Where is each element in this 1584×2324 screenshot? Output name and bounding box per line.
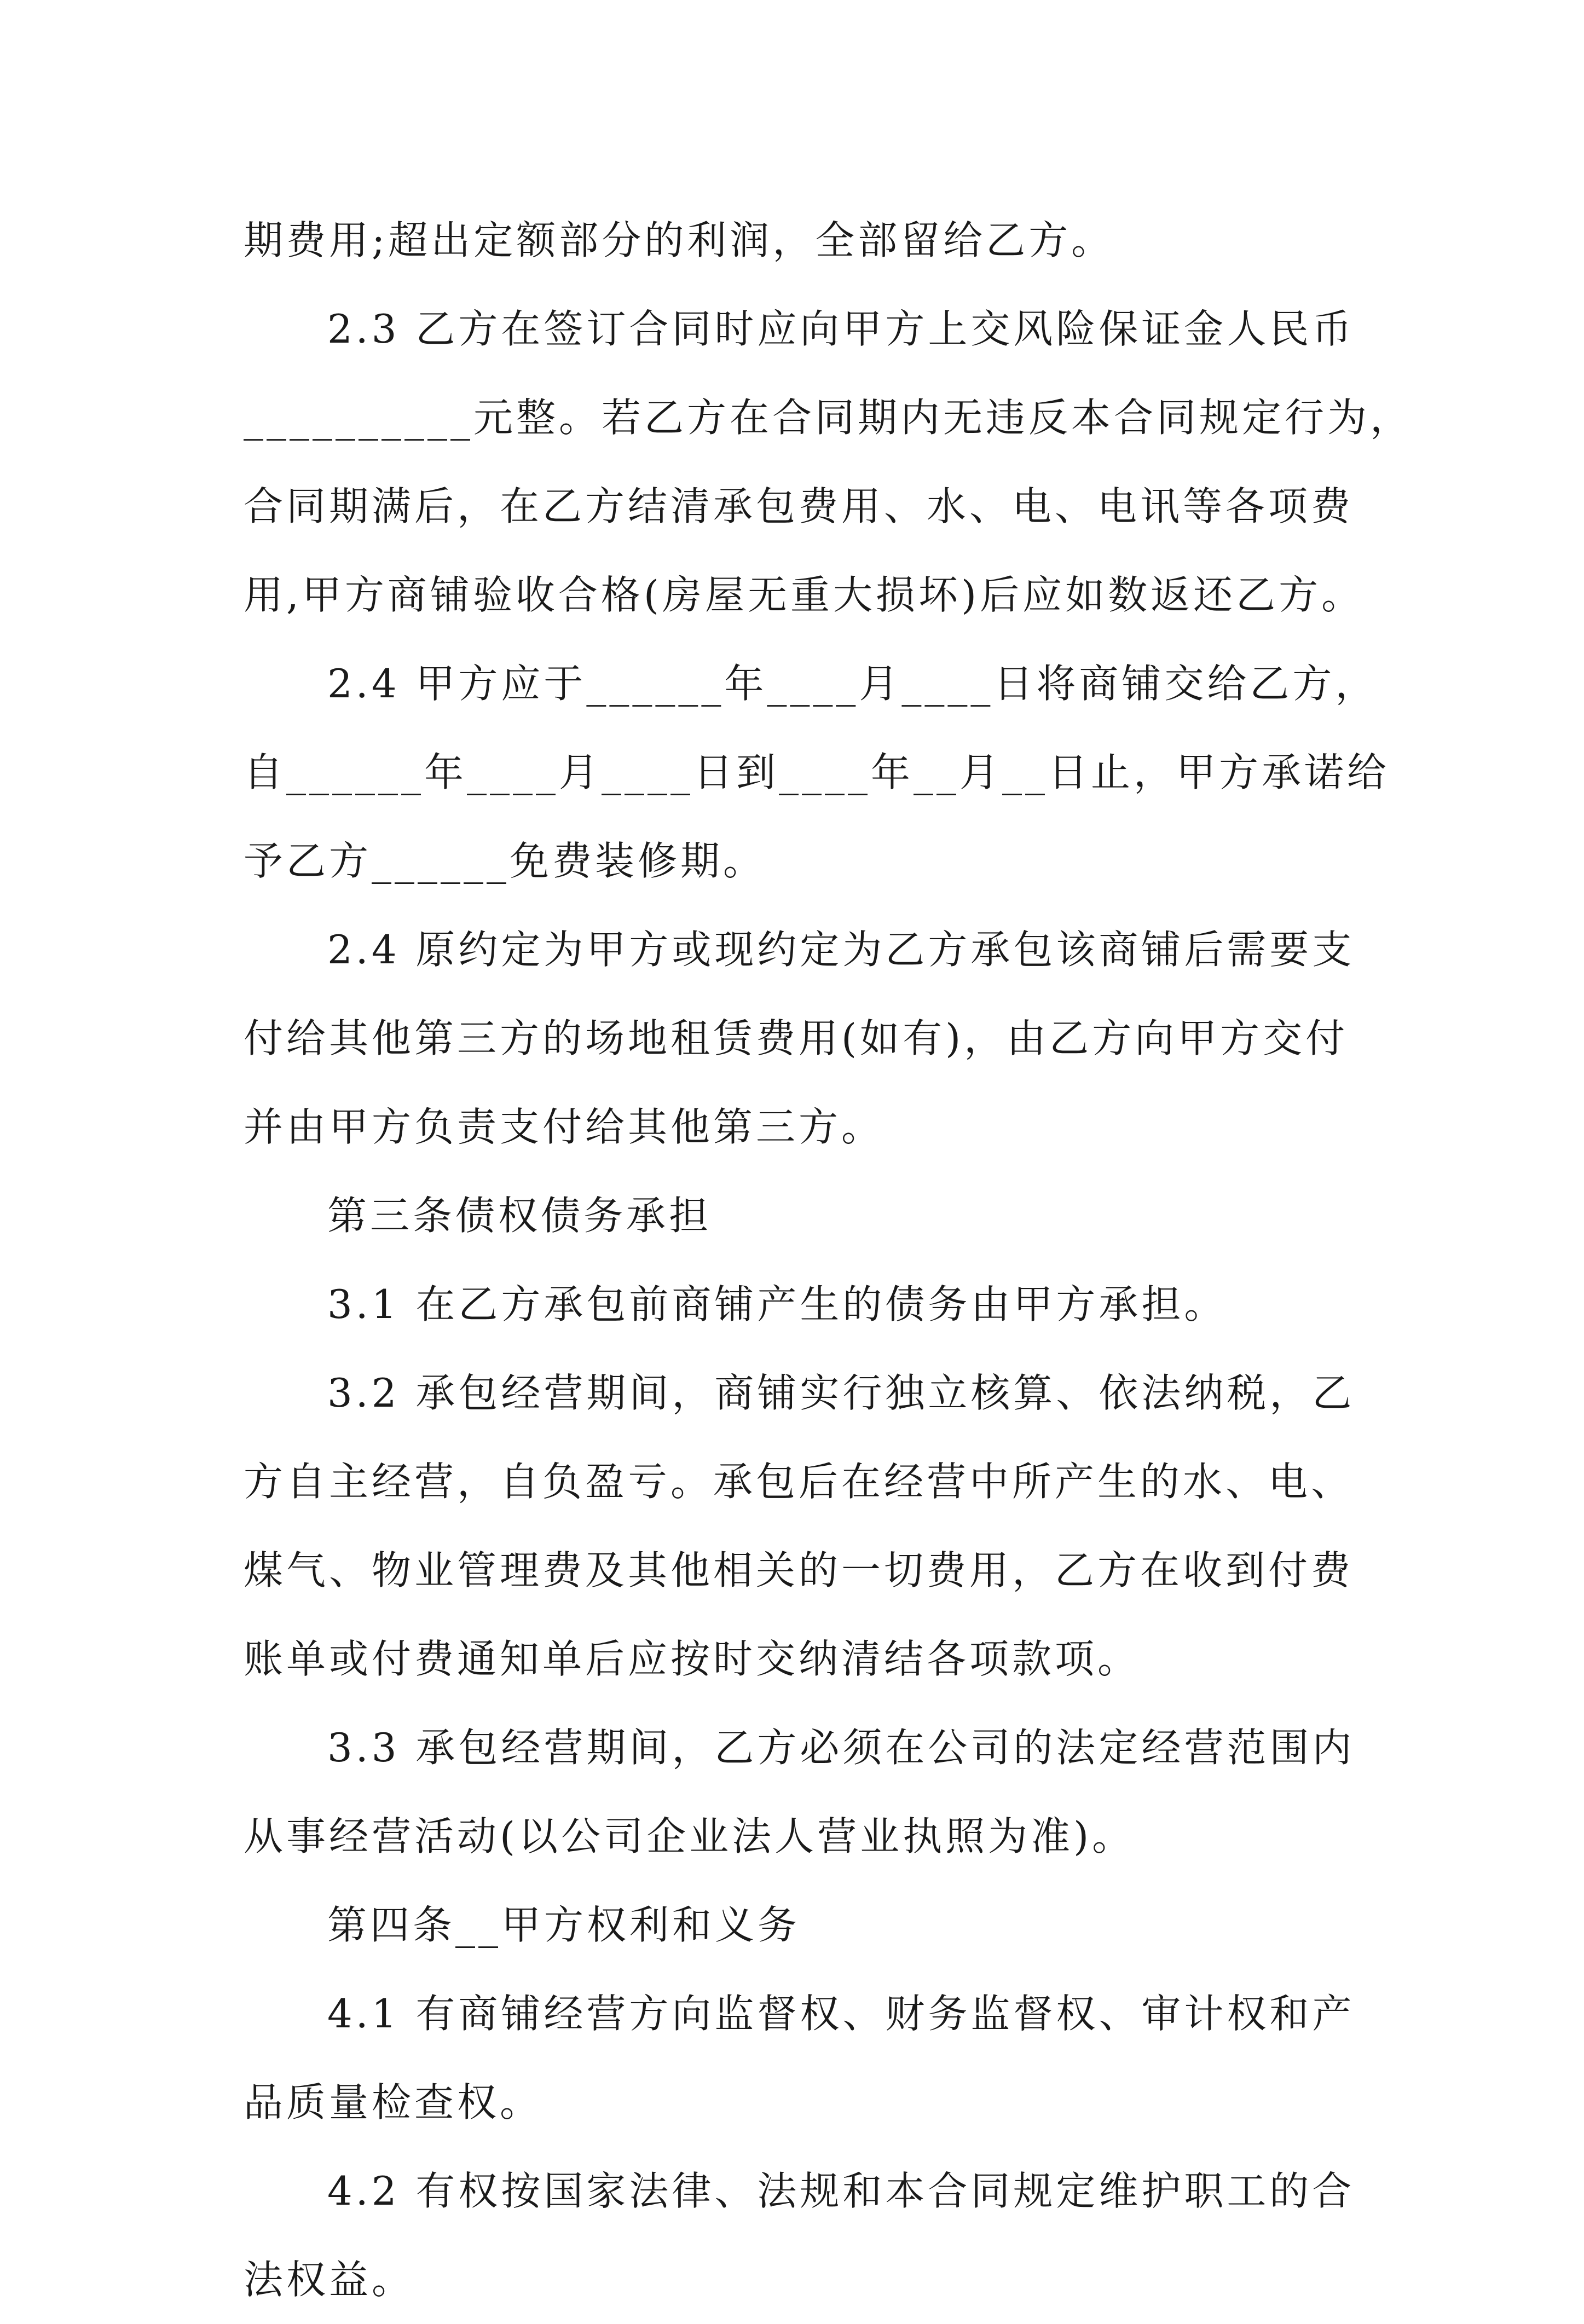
clause-2-4b-line-2: 付给其他第三方的场地租赁费用(如有)，由乙方向甲方交付 (244, 1015, 1349, 1061)
clause-2-4-line-2: 自______年____月____日到____年__月__日止，甲方承诺给 (244, 749, 1390, 795)
section-4-heading: 第四条__甲方权利和义务 (327, 1902, 801, 1948)
clause-2-4-line-1: 2.4 甲方应于______年____月____日将商铺交给乙方， (327, 661, 1378, 707)
clause-3-1-line-1: 3.1 在乙方承包前商铺产生的债务由甲方承担。 (327, 1281, 1227, 1327)
clause-2-4-line-3: 予乙方______免费装修期。 (244, 838, 766, 884)
clause-2-4b-line-1: 2.4 原约定为甲方或现约定为乙方承包该商铺后需要支 (327, 927, 1355, 973)
clause-2-3-line-3: 合同期满后，在乙方结清承包费用、水、电、电讯等各项费 (244, 483, 1354, 529)
clause-4-1-line-1: 4.1 有商铺经营方向监督权、财务监督权、审计权和产 (327, 1991, 1355, 2037)
clause-2-4b-line-3: 并由甲方负责支付给其他第三方。 (244, 1104, 885, 1150)
text-line: 期费用;超出定额部分的利润，全部留给乙方。 (244, 217, 1114, 263)
clause-3-2-line-2: 方自主经营，自负盈亏。承包后在经营中所产生的水、电、 (244, 1459, 1354, 1505)
clause-3-3-line-2: 从事经营活动(以公司企业法人营业执照为准)。 (244, 1813, 1135, 1859)
clause-2-3-line-1: 2.3 乙方在签订合同时应向甲方上交风险保证金人民币 (327, 306, 1355, 352)
clause-4-1-line-2: 品质量检查权。 (244, 2079, 543, 2125)
contract-body (244, 196, 1413, 2324)
clause-3-2-line-4: 账单或付费通知单后应按时交纳清结各项款项。 (244, 1636, 1141, 1682)
section-3-heading: 第三条债权债务承担 (327, 1193, 712, 1239)
clause-4-2-line-1: 4.2 有权按国家法律、法规和本合同规定维护职工的合 (327, 2168, 1355, 2214)
clause-3-3-line-1: 3.3 承包经营期间，乙方必须在公司的法定经营范围内 (327, 1725, 1355, 1771)
clause-3-2-line-3: 煤气、物业管理费及其他相关的一切费用，乙方在收到付费 (244, 1547, 1354, 1593)
clause-3-2-line-1: 3.2 承包经营期间，商铺实行独立核算、依法纳税，乙 (327, 1370, 1355, 1416)
clause-4-2-line-2: 法权益。 (244, 2257, 415, 2303)
clause-2-3-line-2: __________元整。若乙方在合同期内无违反本合同规定行为， (244, 395, 1413, 441)
clause-2-3-line-4: 用,甲方商铺验收合格(房屋无重大损坏)后应如数返还乙方。 (244, 572, 1365, 618)
